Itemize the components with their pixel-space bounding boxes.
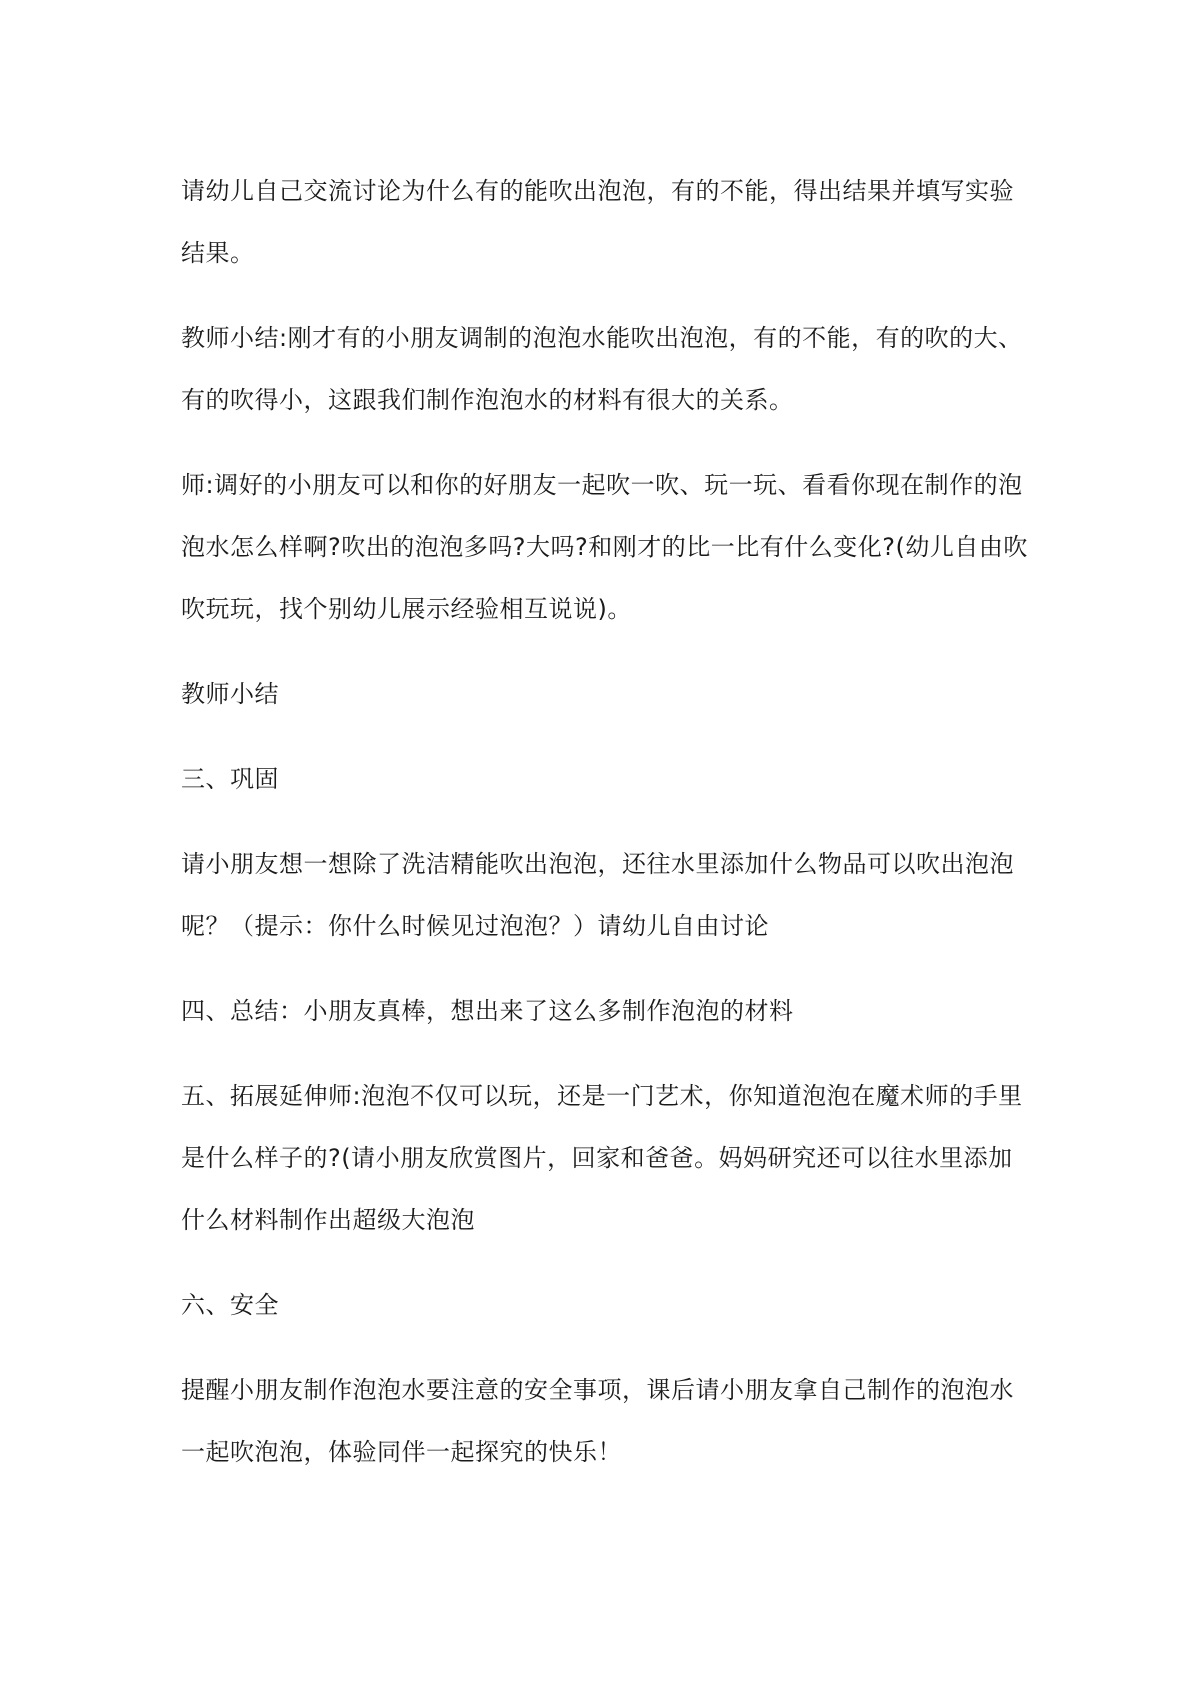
section-heading-safety: 六、安全 (181, 1291, 279, 1319)
paragraph-other-materials: 请小朋友想一想除了洗洁精能吹出泡泡，还往水里添加什么物品可以吹出泡泡呢？（提示：你什么时候见过泡泡？）请幼儿自由讨论 (181, 850, 1014, 940)
section-heading-summary: 四、总结：小朋友真棒，想出来了这么多制作泡泡的材料 (181, 997, 794, 1025)
paragraph-extension: 五、拓展延伸师:泡泡不仅可以玩，还是一门艺术，你知道泡泡在魔术师的手里是什么样子的?(请小朋友欣赏图片，回家和爸爸。妈妈研究还可以往水里添加什么材料制作出超级大泡泡 (181, 1082, 1023, 1234)
paragraph-experiment-discussion: 请幼儿自己交流讨论为什么有的能吹出泡泡，有的不能，得出结果并填写实验结果。 (181, 177, 1014, 267)
document-body (181, 160, 1031, 1483)
paragraph-teacher-summary-1: 教师小结:刚才有的小朋友调制的泡泡水能吹出泡泡，有的不能，有的吹的大、有的吹得小，这跟我们制作泡泡水的材料有很大的关系。 (181, 324, 1023, 414)
paragraph-teacher-summary-heading: 教师小结 (181, 680, 279, 708)
section-heading-consolidate: 三、巩固 (181, 765, 279, 793)
paragraph-safety-reminder: 提醒小朋友制作泡泡水要注意的安全事项，课后请小朋友拿自己制作的泡泡水一起吹泡泡，体验同伴一起探究的快乐！ (181, 1376, 1014, 1466)
paragraph-blow-and-play: 师:调好的小朋友可以和你的好朋友一起吹一吹、玩一玩、看看你现在制作的泡泡水怎么样啊?吹出的泡泡多吗?大吗?和刚才的比一比有什么变化?(幼儿自由吹吹玩玩，找个别幼儿展示经验相互说说)。 (181, 471, 1028, 623)
